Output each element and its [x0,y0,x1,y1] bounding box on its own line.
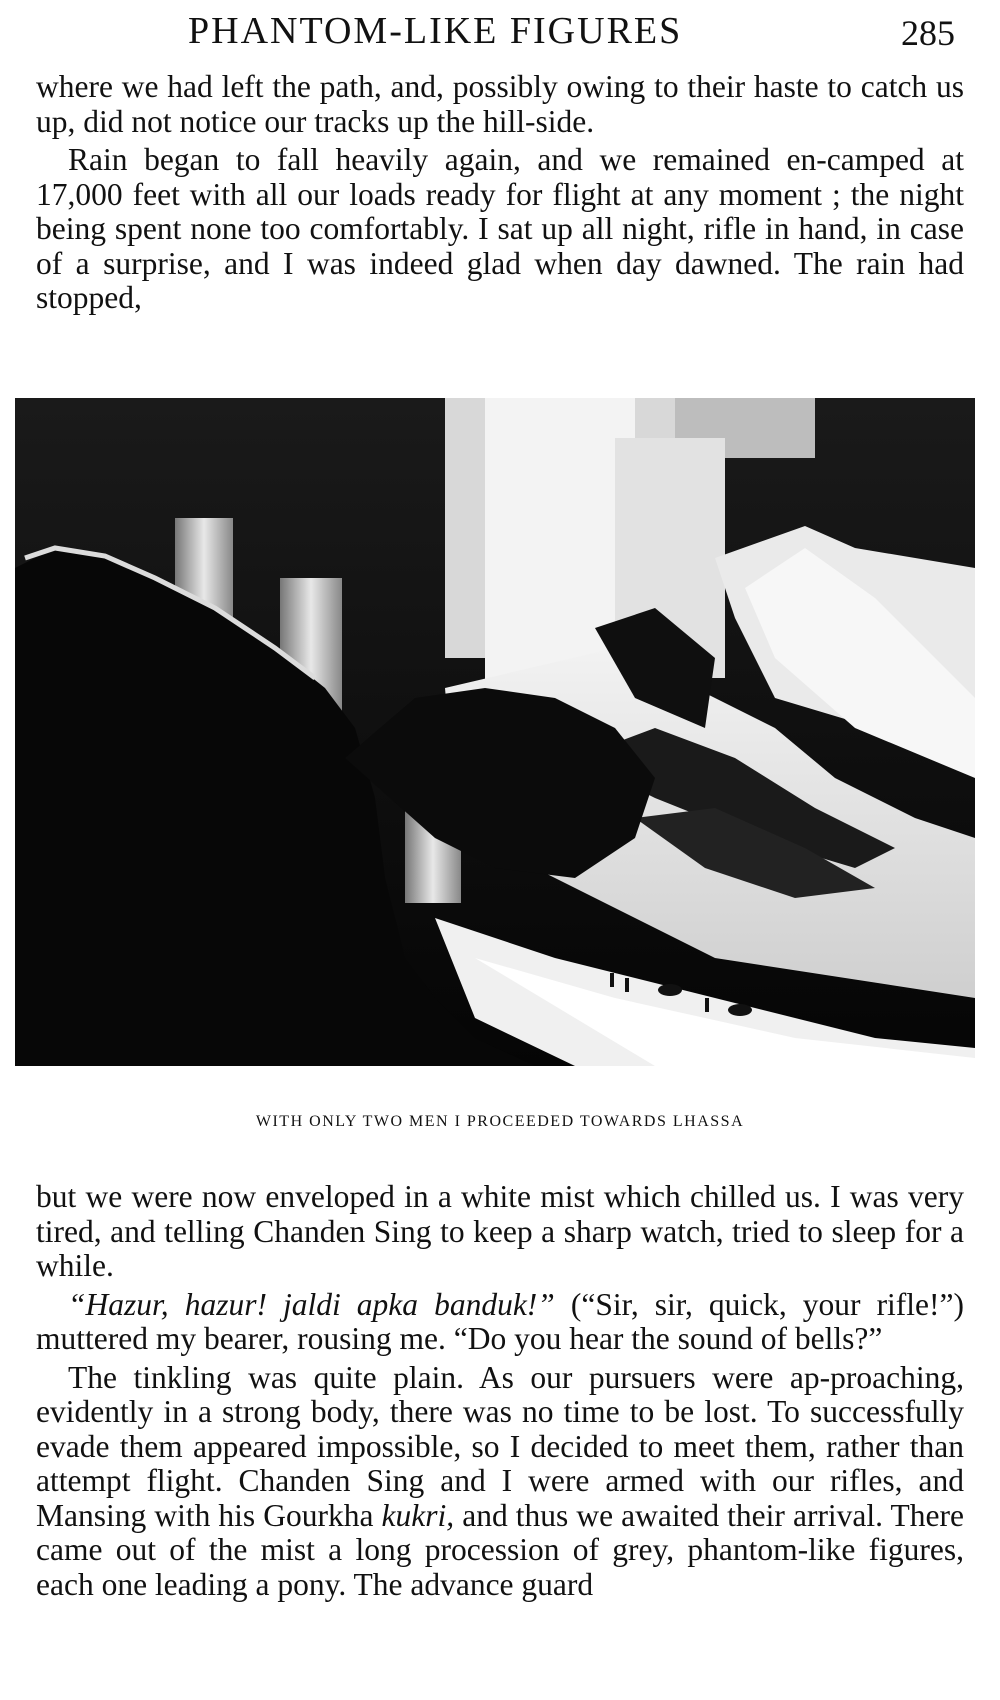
kukri-word: kukri, [381,1497,455,1533]
procession-text-start: The tinkling was quite plain. As our pursuers were ap-proaching, evidently in a strong body, there was no time to be lost. To successfully evade them appeared impossible, so I decided to meet them, rather than attempt flight. Chanden Sing and I were armed with our rifles, and Mansing with his Gourkha [36,1359,964,1533]
paragraph-mist: but we were now enveloped in a white mist which chilled us. I was very tired, and telling Chanden Sing to keep a sharp watch, tried to sleep for a while. [36,1179,964,1283]
bottom-text-block [36,1180,964,1602]
mountain-illustration-image [15,398,975,1066]
running-head [30,8,970,54]
chapter-running-title: PHANTOM-LIKE FIGURES [188,10,683,52]
paragraph-bearer-warning [36,1288,964,1357]
figure-caption: WITH ONLY TWO MEN I PROCEEDED TOWARDS LHASSA [255,1113,745,1130]
illustration-mountain-landscape [15,398,975,1066]
paragraph-rain: Rain began to fall heavily again, and we remained en-camped at 17,000 feet with all our loads ready for flight at any moment ; the night being spent none too comfortably. I sat up all night, rifle in hand, in case of a surprise, and I was indeed glad when day dawned. The rain had stopped, [36,142,964,315]
procession-text-end: and thus we awaited their arrival. There came out of the mist a long procession of grey, phantom-like figures, each one leading a pony. The advance guard [36,1497,964,1602]
hindustani-quote: “Hazur, hazur! jaldi apka banduk!” [68,1286,555,1322]
page-number: 285 [901,13,955,53]
paragraph-continued: where we had left the path, and, possibly owing to their haste to catch us up, did not notice our tracks up the hill-side. [36,69,964,139]
paragraph-procession [36,1361,964,1603]
quote-translation: (“Sir, sir, quick, your rifle!”) muttered my bearer, rousing me. “Do you hear the sound of bells?” [36,1286,964,1356]
top-text-block [36,70,964,316]
